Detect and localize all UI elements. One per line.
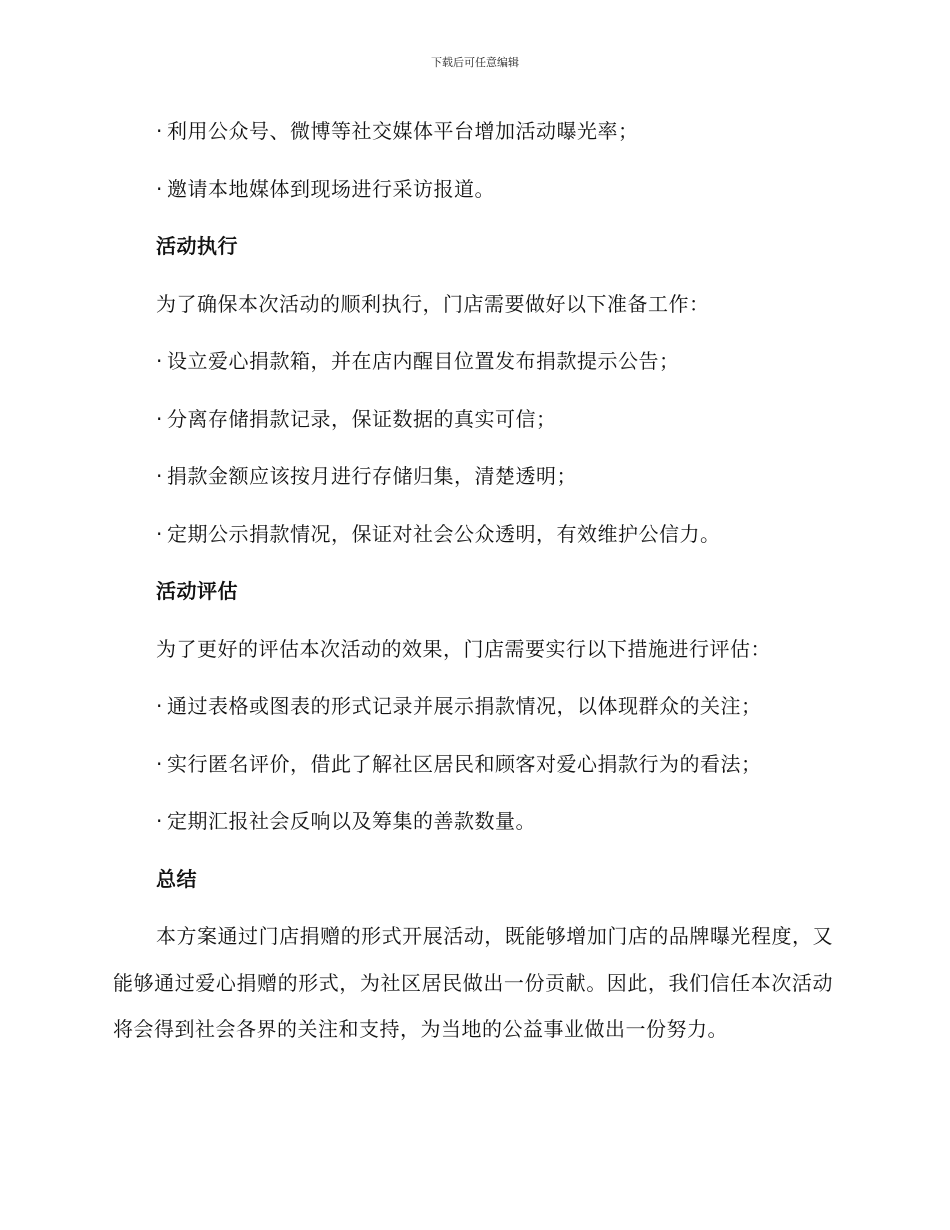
bullet-dot: ·: [156, 406, 163, 431]
document-body: [113, 112, 833, 1053]
bullet-text: 定期公示捐款情况，保证对社会公众透明，有效维护公信力。: [167, 521, 721, 546]
bullet-item: [113, 112, 833, 150]
bullet-dot: ·: [156, 521, 163, 546]
bullet-dot: ·: [156, 349, 163, 373]
bullet-text: 捐款金额应该按月进行存储归集，清楚透明；: [167, 464, 577, 488]
bullet-text: 分离存储捐款记录，保证数据的真实可信；: [167, 406, 557, 431]
section-intro: 为了更好的评估本次活动的效果，门店需要实行以下措施进行评估：: [156, 636, 771, 661]
bullet-text: 实行匿名评价，借此了解社区居民和顾客对爱心捐款行为的看法；: [167, 751, 762, 776]
section-heading-evaluation: 活动评估: [156, 579, 238, 603]
bullet-dot: ·: [156, 809, 163, 833]
bullet-text: 利用公众号、微博等社交媒体平台增加活动曝光率；: [167, 119, 639, 143]
header-note: 下载后可任意编辑: [431, 56, 519, 69]
bullet-text: 通过表格或图表的形式记录并展示捐款情况，以体现群众的关注；: [167, 694, 762, 718]
bullet-text: 邀请本地媒体到现场进行采访报道。: [167, 176, 495, 201]
bullet-dot: ·: [156, 119, 163, 143]
section-heading-summary: 总结: [156, 866, 197, 891]
summary-paragraph: 本方案通过门店捐赠的形式开展活动，既能够增加门店的品牌曝光程度，又能够通过爱心捐赠的形式，为社区居民做出一份贡献。因此，我们信任本次活动将会得到社会各界的关注和支持，为当地的公益事业做出一份努力。: [113, 924, 833, 1041]
section-intro: 为了确保本次活动的顺利执行，门店需要做好以下准备工作：: [156, 291, 710, 316]
bullet-dot: ·: [156, 464, 163, 488]
bullet-text: 定期汇报社会反响以及筹集的善款数量。: [167, 809, 536, 833]
bullet-item: [113, 802, 833, 840]
bullet-dot: ·: [156, 751, 163, 776]
bullet-item: [113, 342, 833, 380]
bullet-text: 设立爱心捐款箱，并在店内醒目位置发布捐款提示公告；: [167, 349, 680, 373]
bullet-item: [113, 457, 833, 495]
bullet-dot: ·: [156, 694, 163, 718]
bullet-item: [113, 170, 833, 208]
bullet-item: [113, 745, 833, 783]
bullet-item: [113, 400, 833, 438]
section-heading-execution: 活动执行: [156, 234, 238, 258]
bullet-dot: ·: [156, 176, 163, 201]
bullet-item: [113, 687, 833, 725]
bullet-item: [113, 515, 833, 553]
